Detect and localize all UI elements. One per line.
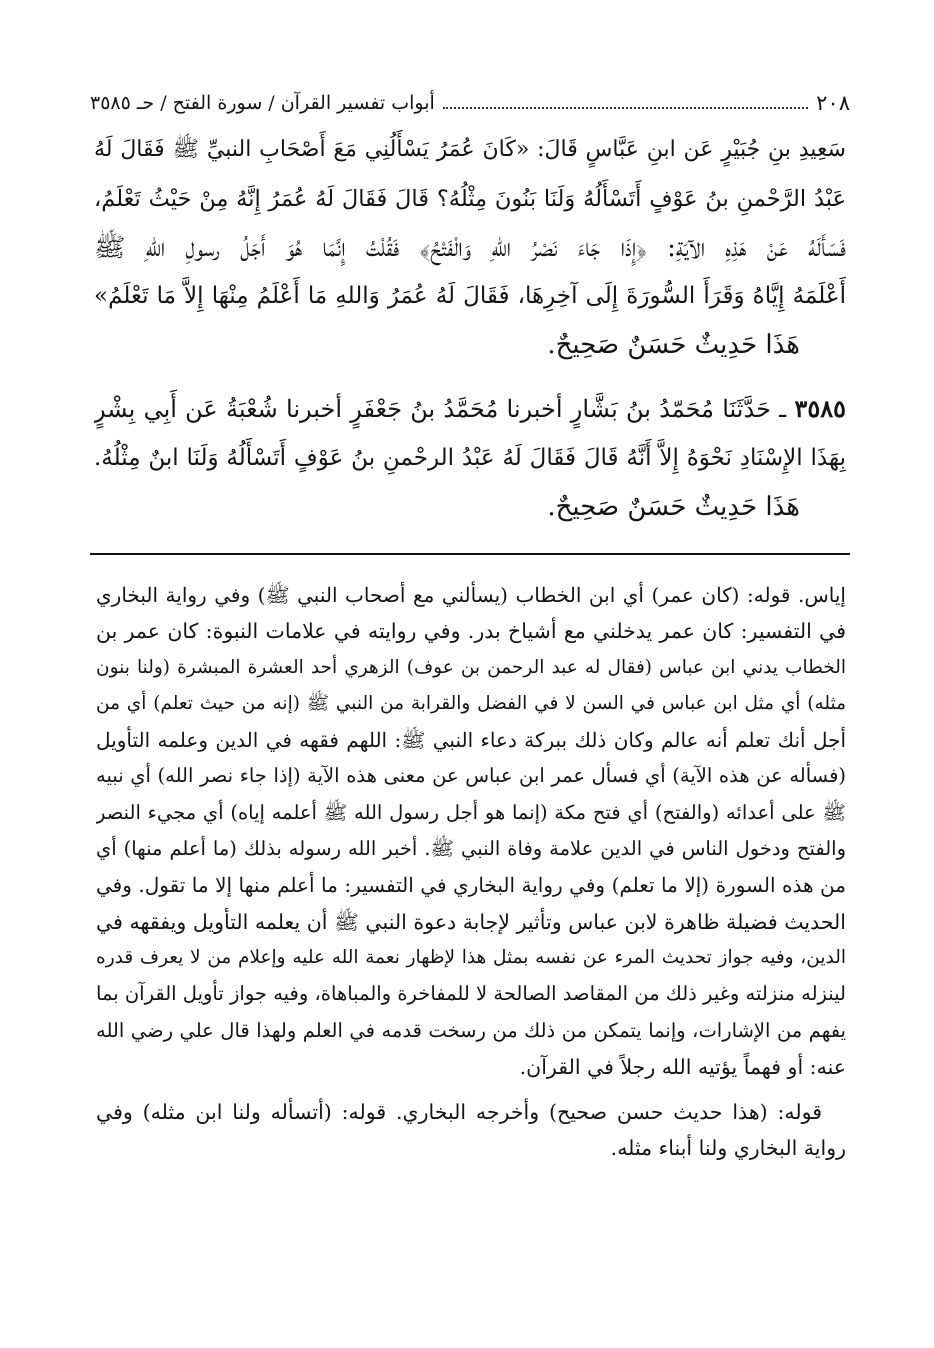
commentary-line: إياس. قوله: (كان عمر) أي ابن الخطاب (يسألني مع أصحاب النبي ﷺ) وفي رواية البخاري — [96, 583, 846, 607]
hadith-text — [94, 126, 846, 531]
commentary-line: في التفسير: كان عمر يدخلني مع أشياخ بدر. وفي روايته في علامات النبوة: كان عمر بن — [96, 619, 846, 644]
hadith-line: أَعْلَمَهُ إِيَّاهُ وَقَرَأَ السُّورَةَ إِلَى آخِرِهَا، فَقَالَ لَهُ عُمَرُ وَاللهِ مَا أَعْلَمُ مِنْهَا إِلاَّ مَا تَعْلَمُ» — [94, 283, 846, 310]
hadith-line: فَسَأَلَهُ عَنْ هَذِهِ الآيَةِ: ﴿إِذَا جَاءَ نَصْرُ اللهِ وَالْفَتْحُ﴾ فَقُلْتُ إِنَّمَا هُوَ أَجَلُ رسولِ اللهِ ﷺ — [94, 232, 846, 263]
running-title: أبواب تفسير القرآن / سورة الفتح / حـ ٣٥٨٥ — [90, 92, 435, 114]
commentary-paragraph — [96, 577, 846, 1085]
hadith-3584-continuation — [94, 126, 846, 370]
page-header — [90, 88, 850, 118]
commentary-line: يفهم من الإشارات، وإنما يتمكن من ذلك من رسخت قدمه في العلم ولهذا قال علي رضي الله — [96, 1018, 846, 1042]
commentary-line: (فسأله عن هذه الآية) أي فسأل عمر ابن عباس عن معنى هذه الآية (إذا جاء نصر الله) أي نبيه — [96, 764, 846, 788]
commentary-line: الدين، وفيه جواز تحديث المرء عن نفسه بمثل هذا لإظهار نعمة الله عليه وإعلام من لا يعرف قدره — [96, 946, 846, 968]
page-number: ٢٠٨ — [816, 91, 850, 115]
commentary-line: والفتح ودخول الناس في الدين علامة وفاة النبي ﷺ. أخبر الله رسوله بذلك (ما أعلم منها) أي — [96, 837, 846, 861]
hadith-3585 — [94, 385, 846, 531]
commentary-line: عنه: أو فهماً يؤتيه الله رجلاً في القرآن. — [519, 1054, 846, 1079]
commentary-line: مثله) أي مثل ابن عباس في السن لا في الفضل والقرابة من النبي ﷺ (إنه من حيث تعلم) أي من — [96, 692, 846, 714]
hadith-line: بِهَذَا الإِسْنَادِ نَحْوَهُ إِلاَّ أَنَّهُ قَالَ فَقَالَ لَهُ عَبْدُ الرحْمنِ بنُ عَوْفٍ أَتَسْأَلُهُ وَلَنَا ابنٌ مِثْلُهُ. — [94, 444, 846, 471]
hadith-line: عَبْدُ الرَّحْمنِ بنُ عَوْفٍ أَتَسْأَلُهُ وَلَنَا بَنُونَ مِثْلُهُ؟ قَالَ فَقَالَ لَهُ عُمَرُ إِنَّهُ مِنْ حَيْثُ تَعْلَمُ، — [94, 185, 846, 212]
commentary-line: الحديث فضيلة ظاهرة لابن عباس وتأثير لإجابة دعوة النبي ﷺ أن يعلمه التأويل ويفقهه في — [96, 909, 846, 934]
commentary-line: رواية البخاري ولنا أبناء مثله. — [610, 1136, 846, 1161]
hadith-verdict: هَذَا حَدِيثٌ حَسَنٌ صَحِيحٌ. — [547, 330, 800, 361]
commentary-line: ﷺ على أعدائه (والفتح) أي فتح مكة (إنما هو أجل رسول الله ﷺ أعلمه إياه) أي مجيء النصر — [96, 800, 846, 824]
header-dotted-leader — [443, 107, 808, 109]
hadith-line: سَعِيدِ بنِ جُبَيْرٍ عَن ابنِ عَبَّاسٍ قَالَ: «كَانَ عُمَرُ يَسْأَلُنِي مَعَ أَصْحَابِ النبيِّ ﷺ فَقَالَ لَهُ — [94, 137, 846, 162]
commentary-line: لينزله منزلته وغير ذلك من المقاصد الصالحة لا للمفاخرة والمباهاة، وفيه جواز تأويل القرآن بما — [96, 982, 846, 1006]
hadith-number: ٣٥٨٥ — [794, 393, 846, 423]
commentary-line: الخطاب يدني ابن عباس (فقال له عبد الرحمن بن عوف) الزهري أحد العشرة المبشرة (ولنا بنون — [96, 656, 846, 678]
hadith-line — [94, 385, 846, 434]
commentary — [96, 577, 846, 1167]
commentary-line: أجل أنك تعلم أنه عالم وكان ذلك ببركة دعاء النبي ﷺ: اللهم فقهه في الدين وعلمه التأويل — [96, 728, 846, 753]
hadith-verdict: هَذَا حَدِيثٌ حَسَنٌ صَحِيحٌ. — [547, 491, 800, 522]
footnote-divider — [90, 553, 850, 555]
commentary-closing-paragraph — [96, 1094, 846, 1167]
hadith-line-text: ـ حَدَّثَنَا مُحَمّدُ بنُ بَشَّارٍ أخبرنا مُحَمَّدُ بنُ جَعْفَرٍ أخبرنا شُعْبَةُ عَن أَبِي بِشْرٍ — [94, 394, 787, 423]
commentary-line: من هذه السورة (إلا ما تعلم) وفي رواية البخاري في التفسير: ما أعلم منها إلا ما تقول. وفي — [96, 873, 846, 898]
commentary-line: قوله: (هذا حديث حسن صحيح) وأخرجه البخاري. قوله: (أتسأله ولنا ابن مثله) وفي — [96, 1100, 822, 1125]
